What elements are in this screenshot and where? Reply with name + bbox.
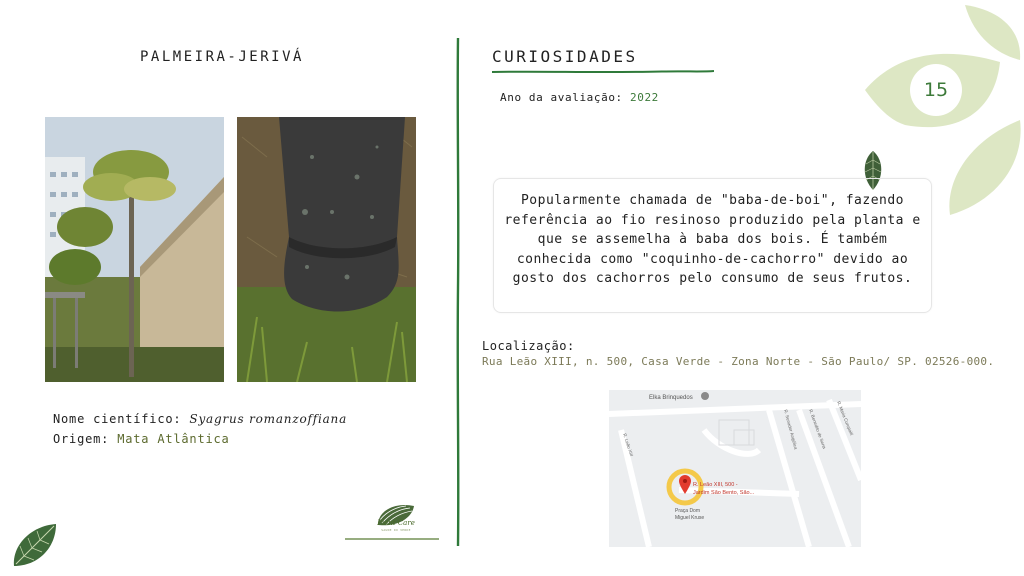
map-poi-bottom-2: Miguel Kruse bbox=[675, 515, 705, 521]
palm-trunk-photo bbox=[237, 117, 416, 382]
origin-label: Origem: bbox=[53, 432, 118, 446]
corner-leaf-icon bbox=[10, 520, 60, 570]
map-poi-bottom-1: Praça Dom bbox=[675, 508, 701, 514]
curiosities-title: CURIOSIDADES bbox=[492, 47, 638, 66]
origin bbox=[53, 432, 230, 446]
map-pin-label-1: R. Leão XIII, 500 - bbox=[693, 482, 738, 488]
scientific-name-label: Nome científico: bbox=[53, 412, 190, 426]
scientific-name-value: Syagrus romanzoffiana bbox=[189, 412, 348, 426]
vertical-divider bbox=[455, 38, 461, 546]
evaluation-year bbox=[500, 91, 659, 104]
plant-care-logo bbox=[366, 490, 426, 540]
plant-title: PALMEIRA-JERIVÁ bbox=[140, 49, 304, 65]
map-pin-label-2: Jardim São Bento, São... bbox=[693, 490, 755, 496]
map-street-2: R. Senador Angélica bbox=[783, 408, 799, 450]
evaluation-year-label: Ano da avaliação: bbox=[500, 91, 631, 104]
map-street-3: R. Benedito de Sena bbox=[808, 408, 827, 450]
map-street-1: R. Leão XIII bbox=[622, 432, 635, 457]
location-address: Rua Leão XIII, n. 500, Casa Verde - Zona Norte - São Paulo/ SP. 02526-000. bbox=[482, 355, 995, 368]
logo-underline bbox=[345, 538, 439, 540]
logo-name: Plant Care bbox=[377, 519, 415, 527]
palm-tree-photo bbox=[45, 117, 224, 382]
map-poi-top: Elka Brinquedos bbox=[649, 395, 693, 401]
evaluation-year-value: 2022 bbox=[630, 91, 659, 104]
scientific-name bbox=[53, 412, 347, 426]
page-number: 15 bbox=[923, 79, 949, 101]
location-map[interactable] bbox=[609, 390, 861, 547]
location-label: Localização: bbox=[482, 339, 575, 353]
origin-value: Mata Atlântica bbox=[117, 432, 230, 446]
description-box: Popularmente chamada de "baba-de-boi", fazendo referência ao fio resinoso produzido pela planta e que se assemelha à baba dos bois. É também conhecida como "coquinho-de-cachorro" devido ao gosto dos cachorros pelo consumo de seus frutos. bbox=[493, 178, 932, 313]
map-street-4: R. Maria Curupaiti bbox=[836, 400, 855, 436]
logo-tagline: SAUDE DO VERDE bbox=[381, 528, 411, 532]
title-underline bbox=[492, 69, 714, 75]
